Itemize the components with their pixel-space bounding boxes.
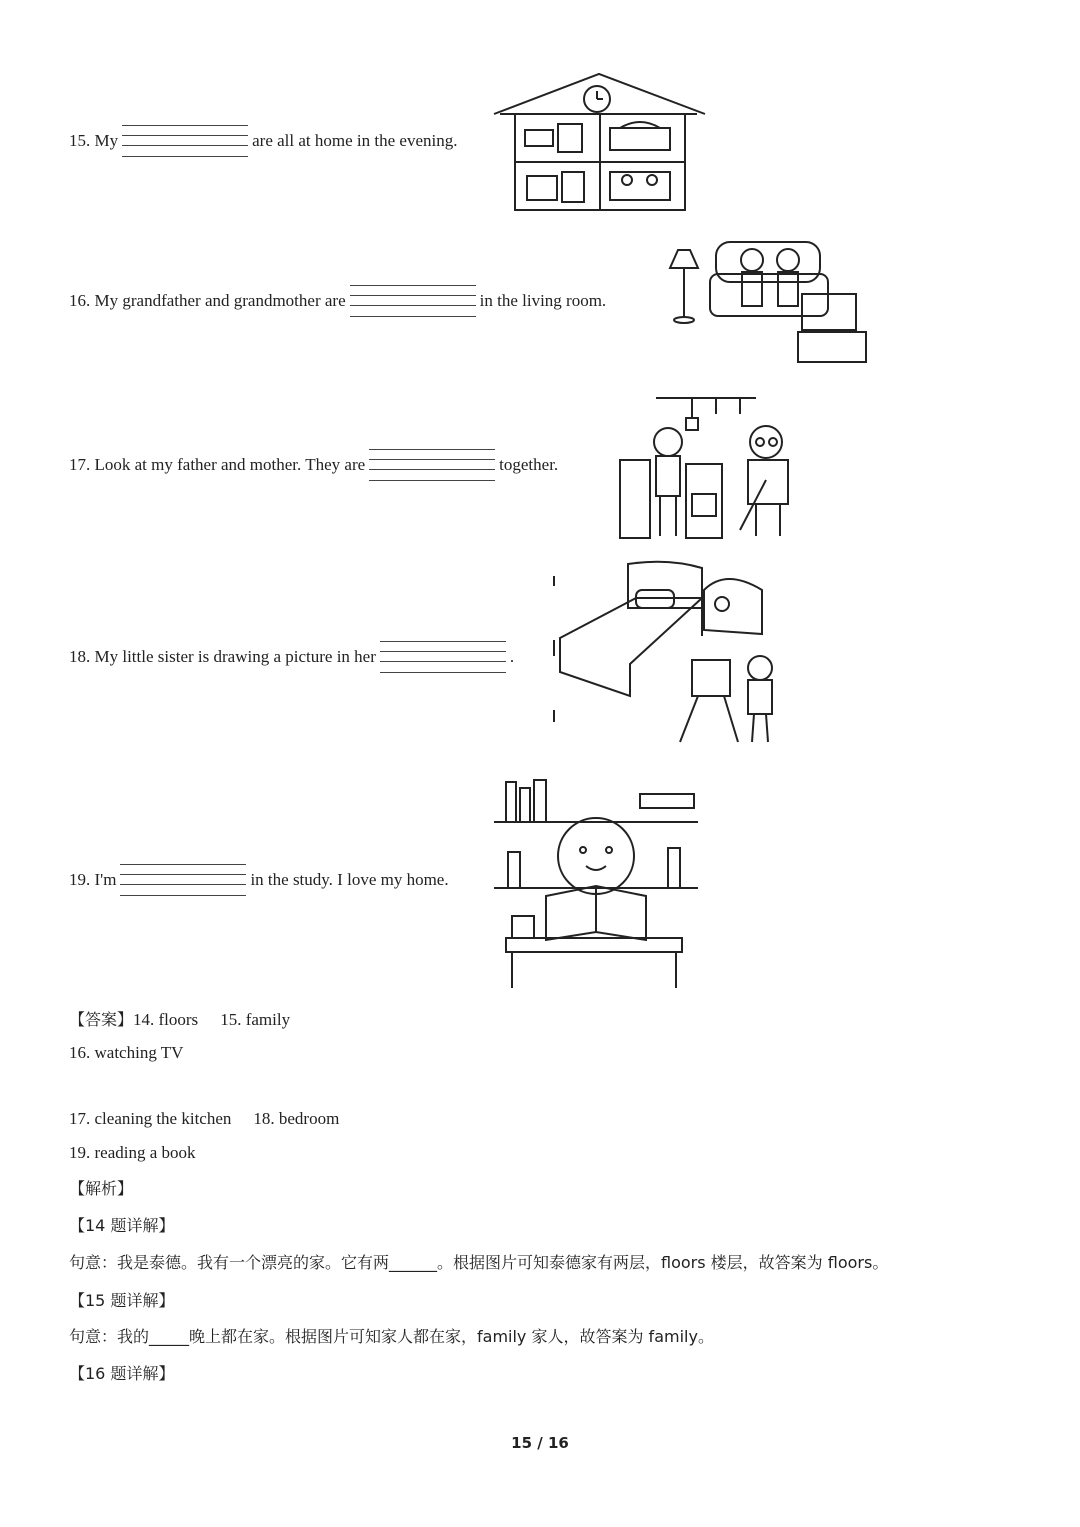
question-16-suffix: in the living room. (479, 291, 607, 310)
parents-kitchen-icon (616, 390, 802, 542)
answer-line-17-18 (69, 1109, 339, 1129)
sister-bedroom-icon (552, 560, 798, 750)
detail-16-title: 【16 题详解】 (69, 1364, 175, 1383)
page-number: 15 / 16 (511, 1434, 569, 1452)
question-19-suffix: in the study. I love my home. (250, 870, 449, 889)
answer-17: 17. cleaning the kitchen (69, 1109, 232, 1128)
question-19 (69, 862, 449, 898)
detail-14-title: 【14 题详解】 (69, 1216, 175, 1235)
question-16-prefix: 16. My grandfather and grandmother are (69, 291, 346, 310)
question-17-suffix: together. (499, 455, 559, 474)
question-17-prefix: 17. Look at my father and mother. They are (69, 455, 366, 474)
detail-15-text: 句意：我的_____晚上都在家。根据图片可知家人都在家，family 家人，故答案为 family。 (69, 1327, 714, 1346)
question-15-suffix: are all at home in the evening. (252, 131, 458, 150)
answer-label: 【答案】 (69, 1010, 134, 1029)
detail-14-text: 句意：我是泰德。我有一个漂亮的家。它有两______。根据图片可知泰德家有两层，floors 楼层，故答案为 floors。 (69, 1253, 889, 1272)
answer-blank-16[interactable] (350, 283, 476, 319)
answer-19: 19. reading a book (69, 1143, 196, 1162)
question-15-prefix: 15. My (69, 131, 119, 150)
answer-18: 18. bedroom (253, 1109, 340, 1128)
question-18-prefix: 18. My little sister is drawing a picture in her (69, 647, 376, 666)
question-18 (69, 639, 514, 675)
question-19-prefix: 19. I'm (69, 870, 117, 889)
answer-14: 14. floors (133, 1010, 199, 1029)
answer-blank-17[interactable] (369, 447, 495, 483)
question-18-suffix: . (509, 647, 515, 666)
house-floors-icon (492, 72, 707, 212)
answer-line-14-15 (69, 1007, 290, 1030)
detail-15-title: 【15 题详解】 (69, 1291, 175, 1310)
analysis-label: 【解析】 (69, 1179, 134, 1198)
answer-blank-15[interactable] (122, 123, 248, 159)
answer-15: 15. family (220, 1010, 291, 1029)
grandparents-tv-icon (664, 236, 870, 368)
question-17 (69, 447, 558, 483)
question-15 (69, 123, 457, 159)
question-16 (69, 283, 606, 319)
answer-16: 16. watching TV (69, 1043, 184, 1062)
answer-blank-18[interactable] (380, 639, 506, 675)
boy-reading-icon (490, 776, 702, 990)
answer-blank-19[interactable] (120, 862, 246, 898)
